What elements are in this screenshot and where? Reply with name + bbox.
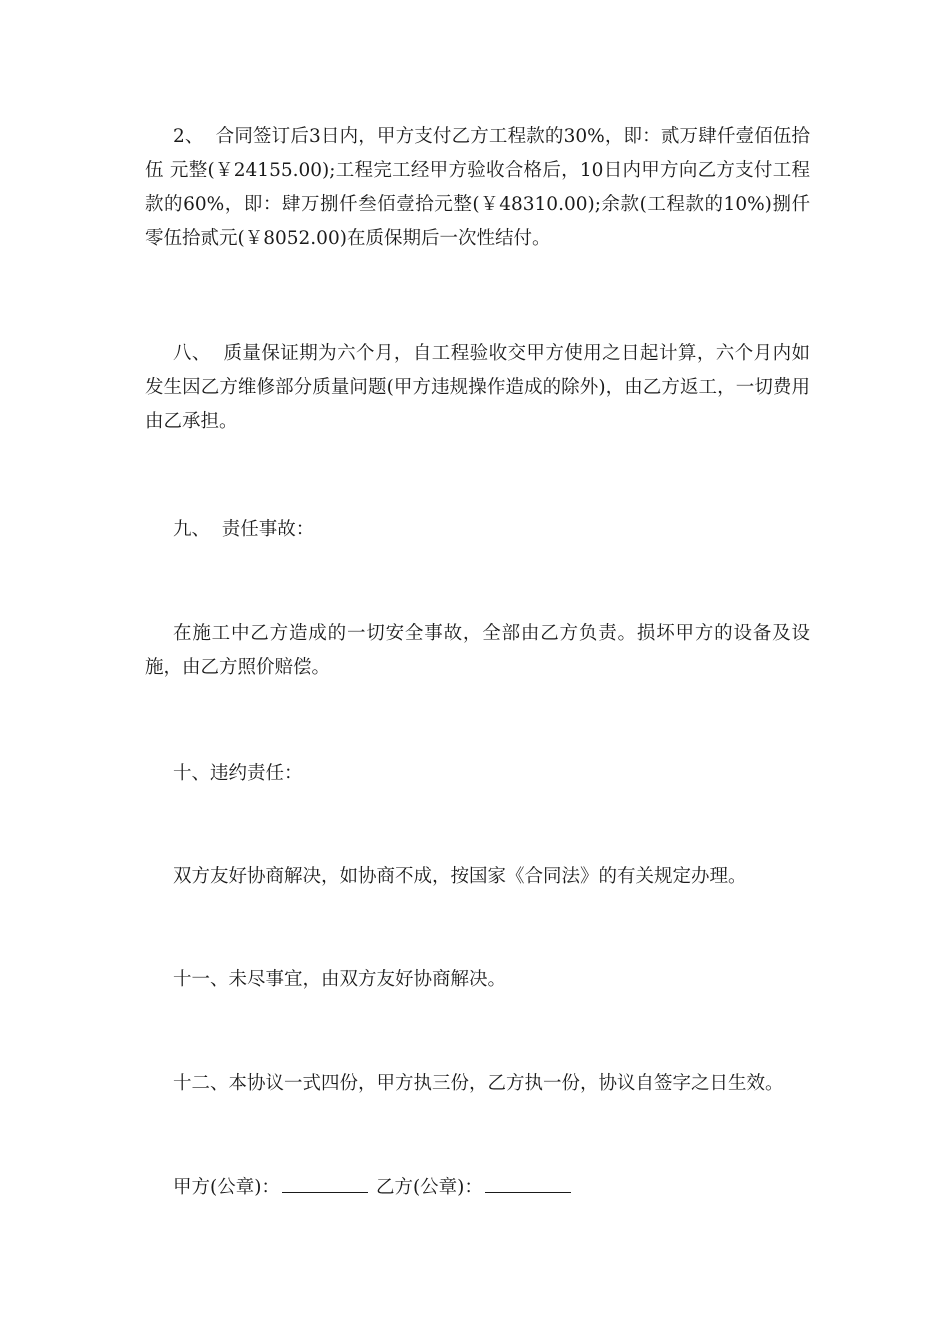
payment-terms-paragraph: 2、 合同签订后3日内，甲方支付乙方工程款的30%，即：贰万肆仟壹佰伍拾伍 元整(￥24155.00);工程完工经甲方验收合格后，10日内甲方向乙方支付工程款的60%，即：肆万捌仟叁佰壹拾元整(￥48310.00);余款(工程款的10%)捌仟零伍拾贰元(￥8052.00)在质保期后一次性结付。 xyxy=(145,126,810,249)
liability-paragraph: 在施工中乙方造成的一切安全事故，全部由乙方负责。损坏甲方的设备及设施，由乙方照价赔偿。 xyxy=(145,623,810,678)
liability-heading: 九、 责任事故： xyxy=(173,519,315,540)
signature-line xyxy=(173,1170,579,1205)
party-a-signature-blank xyxy=(282,1170,368,1193)
quality-warranty-paragraph: 八、 质量保证期为六个月，自工程验收交甲方使用之日起计算，六个月内如发生因乙方维修部分质量问题(甲方违规操作造成的除外)，由乙方返工，一切费用由乙承担。 xyxy=(145,343,810,432)
breach-paragraph: 双方友好协商解决，如协商不成，按国家《合同法》的有关规定办理。 xyxy=(173,866,747,887)
party-b-label: 乙方(公章)： xyxy=(375,1177,483,1198)
unresolved-matters-paragraph: 十一、未尽事宜，由双方友好协商解决。 xyxy=(173,969,507,990)
party-b-signature-blank xyxy=(485,1170,571,1193)
party-a-label: 甲方(公章)： xyxy=(173,1177,280,1198)
breach-heading: 十、违约责任： xyxy=(173,763,303,784)
copies-paragraph: 十二、本协议一式四份，甲方执三份，乙方执一份，协议自签字之日生效。 xyxy=(173,1073,784,1094)
